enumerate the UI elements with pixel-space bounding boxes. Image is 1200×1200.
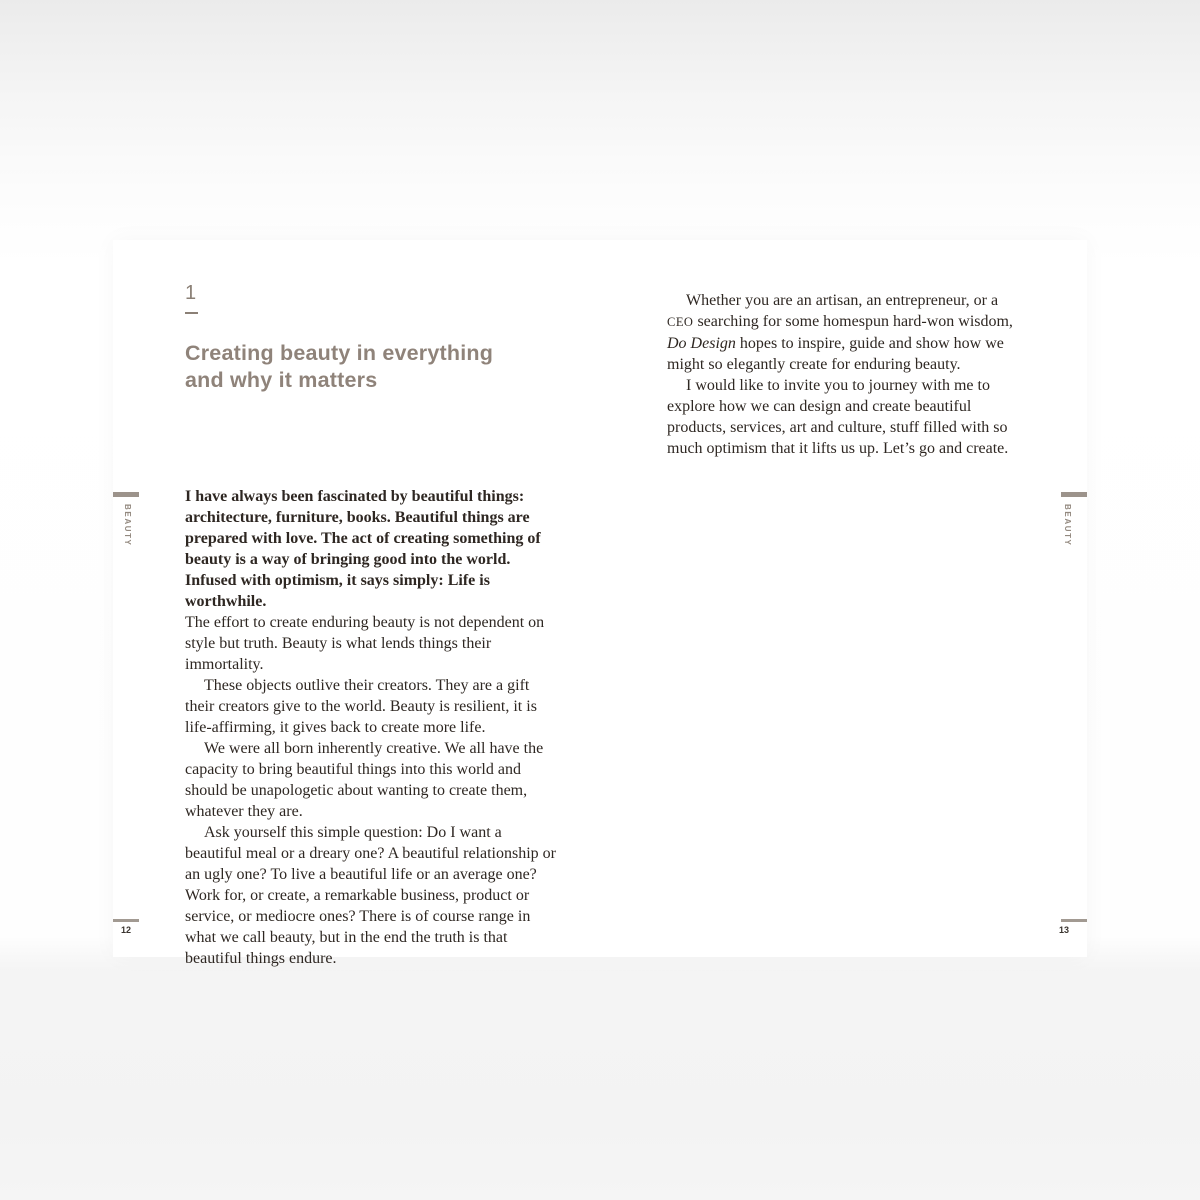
left-edge-tab-bar: [113, 492, 139, 497]
left-page-body: [185, 486, 557, 969]
right-page-body: [667, 290, 1019, 459]
right-edge-chapter-label: BEAUTY: [1063, 504, 1072, 547]
left-page-number: 12: [120, 925, 131, 935]
left-folio-bar: [113, 919, 139, 922]
chapter-title-line-2: and why it matters: [185, 368, 378, 392]
chapter-title: [185, 340, 525, 394]
body-paragraph: Whether you are an artisan, an entrepreneur, or a CEO searching for some homespun hard-won wisdom, Do Design hopes to inspire, guide and show how we might so elegantly create for enduring beauty.: [667, 292, 1013, 373]
book-spread: [113, 240, 1087, 967]
body-paragraph: Ask yourself this simple question: Do I want a beautiful meal or a dreary one? A beautiful relationship or an ugly one? To live a beautiful life or an average one? Work for, or create, a remarkable business, product or service, or mediocre ones? There is of course range in what we call beauty, but in the end the truth is that beautiful things endure.: [185, 824, 556, 967]
body-paragraph: I would like to invite you to journey with me to explore how we can design and create beautiful products, services, art and culture, stuff filled with so much optimism that it lifts us up. Let’s go and create.: [667, 377, 1009, 457]
right-edge-tab-bar: [1061, 492, 1087, 497]
lead-paragraph: I have always been fascinated by beautiful things: architecture, furniture, books. Beautiful things are prepared with love. The act of creating something of beauty is a way of bringing good into the world. Infused with optimism, it says simply: Life is worthwhile.: [185, 488, 541, 610]
body-paragraph: The effort to create enduring beauty is not dependent on style but truth. Beauty is what lends things their immortality.: [185, 614, 545, 673]
chapter-title-line-1: Creating beauty in everything: [185, 341, 494, 365]
right-folio-bar: [1061, 919, 1087, 922]
chapter-number-underline: [185, 312, 198, 314]
body-paragraph: These objects outlive their creators. They are a gift their creators give to the world. Beauty is resilient, it is life-affirming, it gives back to create more life.: [185, 677, 537, 736]
left-edge-chapter-label: BEAUTY: [123, 504, 132, 547]
chapter-number: 1: [185, 282, 197, 304]
body-paragraph: We were all born inherently creative. We all have the capacity to bring beautiful things into this world and should be unapologetic about wanting to create them, whatever they are.: [185, 740, 544, 820]
right-page-number: 13: [1058, 925, 1069, 935]
